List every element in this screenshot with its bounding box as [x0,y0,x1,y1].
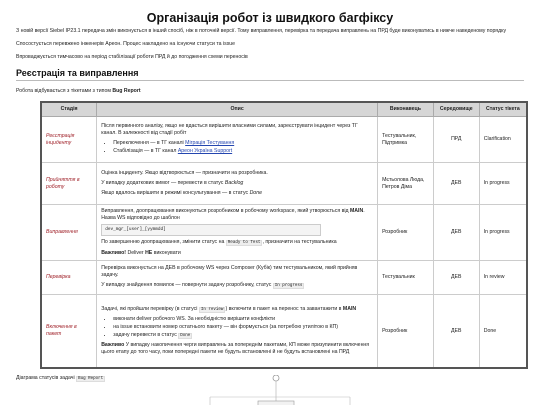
description-text: Після первинного аналізу, якщо не вдається вирішити власними силами, зареєструвати інцидент через ТГ канал. В залежності від стадії робіт [101,122,358,136]
intro-paragraph: Спосостується перевжено інженерів Ареон. Процес накладено на існуючи статуси та issue [16,41,236,48]
description-text: Перевірка виконується на ДЕВ в робочому WS через Composer (Кубік) тим тестувальником, який прийняв задачу. [101,265,358,279]
table-row [41,294,527,368]
section-title: Реєстрація та виправлення [16,67,524,81]
table-row [41,163,527,205]
list-item-text: Стабілізація — в ТГ канал [113,147,177,154]
table-header-row [41,102,527,117]
description-text [101,306,373,314]
bullet-list [113,140,373,155]
assignee-cell: Тестувальник, Підтримка [378,117,434,163]
assignee-cell: Мєтьолова Люда, Петров Діма [378,163,434,205]
table-row [41,117,527,163]
environment-cell: ПРД [433,117,479,163]
col-header-description: Опис [97,102,378,117]
description-text [101,239,373,247]
description-fragment: . Назва WS відповідно до шаблон [101,208,365,222]
warning-label: Важливо [101,341,125,348]
description-text [101,342,373,356]
description-text [101,190,373,197]
description-cell [97,260,378,294]
intro [16,28,524,61]
diagram-caption-code: Bug Report [78,377,104,382]
description-cell [97,117,378,163]
description-fragment: Виправлення, доопрацювання виконуються розробником в робочому workspace, який утворюється від [101,208,349,215]
section-lead-bold: Bug Report [112,88,141,95]
diagram-start-node [273,375,279,381]
description-text [101,282,373,290]
stage-cell: Прийняття в роботу [41,163,97,205]
diagram-status-node [258,401,294,405]
environment-cell: ДЕВ [433,163,479,205]
page-title: Організація робот із швидкого багфіксу [146,11,394,25]
stage-cell: Включення в пакет [41,294,97,368]
list-item-text: задачу перевести в статус [113,332,177,339]
channel-link-support[interactable]: Ареон Україна Support [177,147,233,154]
channel-link-migration[interactable]: Міграція Тестування [185,139,235,146]
stage-cell: Реєстрація інциденту [41,117,97,163]
description-fragment: ) включити в пакет на перенос та завантажити в [225,306,342,313]
status-diagram [150,375,400,405]
workspace-name-template: dev_mgr_[user]_[yymmdd] [101,224,321,236]
status-code: Ready to Test [227,241,261,246]
status-cell: Clarification [479,117,527,163]
intro-paragraph: З новій версії Siebel IP23.1 передача змін виконується в інший спосіб, ніж в поточній версії. Тому виправлення, перевірка та передача виправлень на ПРД буде виконуватись в нижче наведеному порядку [16,28,507,34]
description-fragment: У випадку накопичення черги виправлень за попереднім пакетами, КП може призупинити включення цього етапу до того часу, поки попередні пакети не будуть встановлені й не будуть встановлені на ПРД [101,341,370,355]
list-item [113,140,373,147]
list-item [113,148,373,155]
description-text [101,180,373,187]
intro-paragraph: Впроваджується тимчасово на період стабілізації роботи ПРД й до погодження схеми переносів [16,54,248,61]
col-header-stage: Стадія [41,102,97,117]
list-item: • на issue встановити номер остатнього пакету — він формується (за потребою утилітою в КП) [113,324,373,331]
description-fragment: Задачі, які пройшли перевірку (в статусі [101,306,198,313]
status-name: Backlog [224,180,244,187]
process-table [40,101,528,369]
section-lead-text: Робота відбувається з тікетами з типом [16,88,111,95]
bullet-list [113,316,373,340]
status-code: Done [180,334,191,339]
description-fragment: Deliver [127,249,144,256]
description-cell [97,294,378,368]
description-fragment: У випадку знайдення помилок — повернути задачу розробнику, статус [101,282,272,289]
description-text [101,208,373,222]
description-cell [97,163,378,205]
description-fragment: У випадку додаткових вимог — перевести в статус [101,180,224,187]
section-lead [16,88,524,95]
status-cell: In progress [479,163,527,205]
environment-cell: ДЕВ [433,294,479,368]
environment-cell: ДЕВ [433,205,479,261]
col-header-environment: Середовище [433,102,479,117]
list-item [113,332,373,340]
assignee-cell: Розробник [378,294,434,368]
warning-label: Важливо! [101,249,126,256]
status-cell: Done [479,294,527,368]
description-fragment: , призначити на тестувальника [262,239,337,246]
status-cell: In review [479,260,527,294]
stage-cell: Перевірка [41,260,97,294]
environment-cell: ДЕВ [433,260,479,294]
stage-cell: Виправлення [41,205,97,261]
list-item: • виконати deliver робочого WS. За необхідністю вирішити конфлікти [113,316,373,323]
col-header-assignee: Виконавець [378,102,434,117]
branch-name: MAIN [342,306,357,313]
assignee-cell: Розробник [378,205,434,261]
description-text: Оцінка інциденту. Якщо відтворюється — призначити на розробника. [101,170,268,177]
col-header-status: Статус тікета [479,102,527,117]
description-cell [97,205,378,261]
description-fragment: Якщо вдалось вирішити в режимі консультування — в статус [101,190,249,197]
description-fragment: По завершенню доопрацювання, змінити статус на [101,239,225,246]
table-row [41,260,527,294]
list-item-text: Переключення — в ТГ каналі [113,139,184,146]
branch-name: MAIN [349,208,364,215]
assignee-cell: Тестувальник [378,260,434,294]
table-row [41,205,527,261]
description-fragment: виконувати [153,249,181,256]
diagram-caption-text: Діаграма статусів задачі [16,375,75,382]
status-code: In progress [274,284,303,289]
status-name: Done [249,190,262,197]
description-text [101,250,373,257]
status-cell: In progress [479,205,527,261]
status-code: In review [200,308,224,313]
negation-bold: НЕ [145,249,153,256]
